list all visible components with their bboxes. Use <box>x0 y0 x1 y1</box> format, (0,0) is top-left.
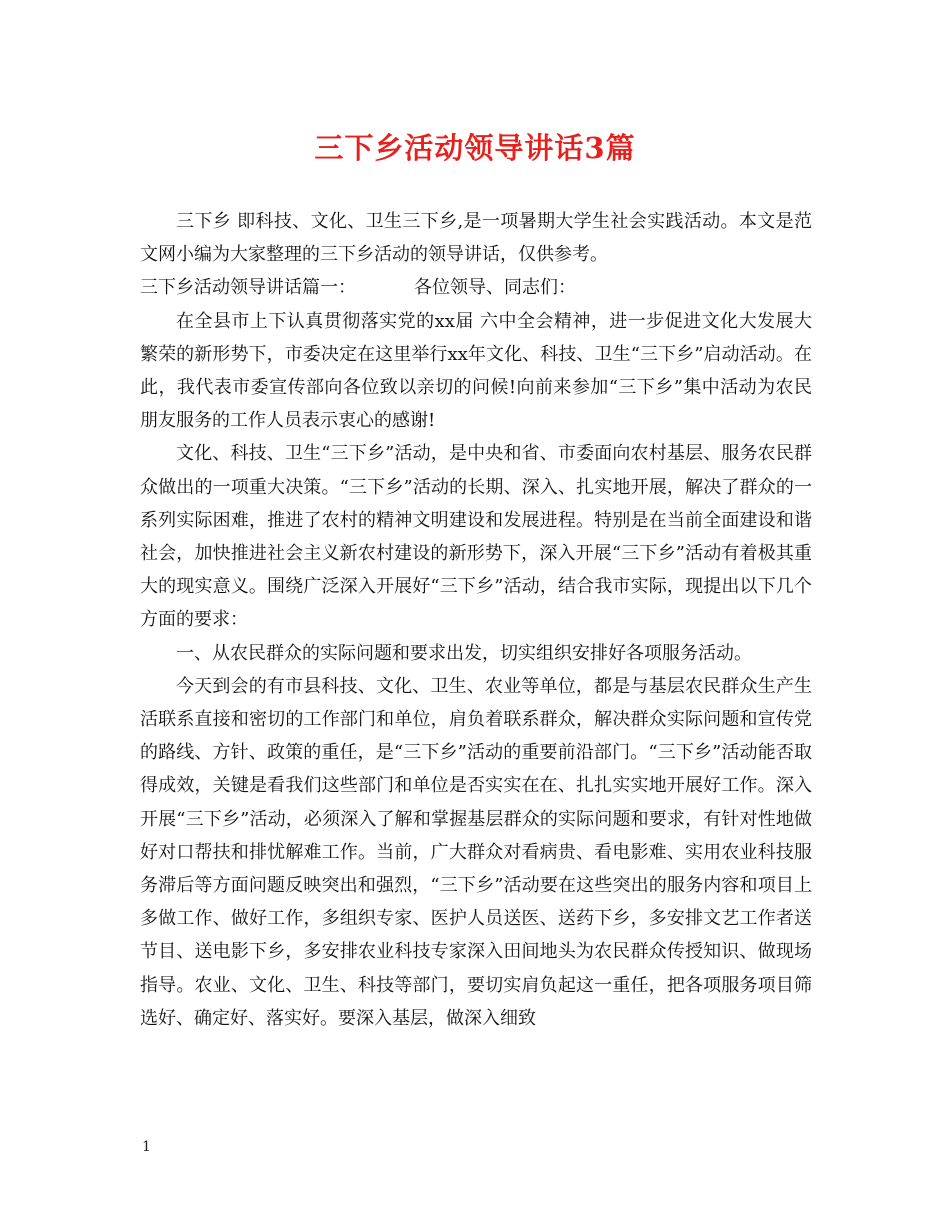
section-heading: 三下乡活动领导讲话篇一： <box>140 277 356 299</box>
page-title: 三下乡活动领导讲话3篇 <box>314 131 636 165</box>
salutation: 各位领导、同志们： <box>414 277 576 299</box>
document-body <box>140 205 812 1035</box>
intro-paragraph: 三下乡 即科技、文化、卫生三下乡,是一项暑期大学生社会实践活动。本文是范文网小编为大家整理的三下乡活动的领导讲话，仅供参考。 <box>140 211 812 266</box>
body-paragraph: 今天到会的有市县科技、文化、卫生、农业等单位，都是与基层农民群众生产生活联系直接和密切的工作部门和单位，肩负着联系群众，解决群众实际问题和宣传党的路线、方针、政策的重任，是“三下乡”活动的重要前沿部门。“三下乡”活动能否取得成效，关键是看我们这些部门和单位是否实实在在、扎扎实实地开展好工作。深入开展“三下乡”活动，必须深入了解和掌握基层群众的实际问题和要求，有针对性地做好对口帮扶和排忧解难工作。当前，广大群众对看病贵、看电影难、实用农业科技服务滞后等方面问题反映突出和强烈，“三下乡”活动要在这些突出的服务内容和项目上多做工作、做好工作，多组织专家、医护人员送医、送药下乡，多安排文艺工作者送节目、送电影下乡，多安排农业科技专家深入田间地头为农民群众传授知识、做现场指导。农业、文化、卫生、科技等部门，要切实肩负起这一重任，把各项服务项目筛选好、确定好、落实好。要深入基层，做深入细致 <box>140 675 812 1029</box>
page-number: 1 <box>142 1139 151 1155</box>
section-heading-line <box>140 271 812 304</box>
subheading-paragraph: 一、从农民群众的实际问题和要求出发，切实组织安排好各项服务活动。 <box>176 642 752 664</box>
body-paragraph: 文化、科技、卫生“三下乡”活动，是中央和省、市委面向农村基层、服务农民群众做出的一项重大决策。“三下乡”活动的长期、深入、扎实地开展，解决了群众的一系列实际困难，推进了农村的精神文明建设和发展进程。特别是在当前全面建设和谐社会，加快推进社会主义新农村建设的新形势下，深入开展“三下乡”活动有着极其重大的现实意义。围绕广泛深入开展好“三下乡”活动，结合我市实际，现提出以下几个方面的要求： <box>140 443 812 631</box>
body-paragraph: 在全县市上下认真贯彻落实党的xx届 六中全会精神，进一步促进文化大发展大繁荣的新形势下，市委决定在这里举行xx年文化、科技、卫生“三下乡”启动活动。在此，我代表市委宣传部向各位致以亲切的问候!向前来参加“三下乡”集中活动为农民朋友服务的工作人员表示衷心的感谢! <box>140 310 812 432</box>
